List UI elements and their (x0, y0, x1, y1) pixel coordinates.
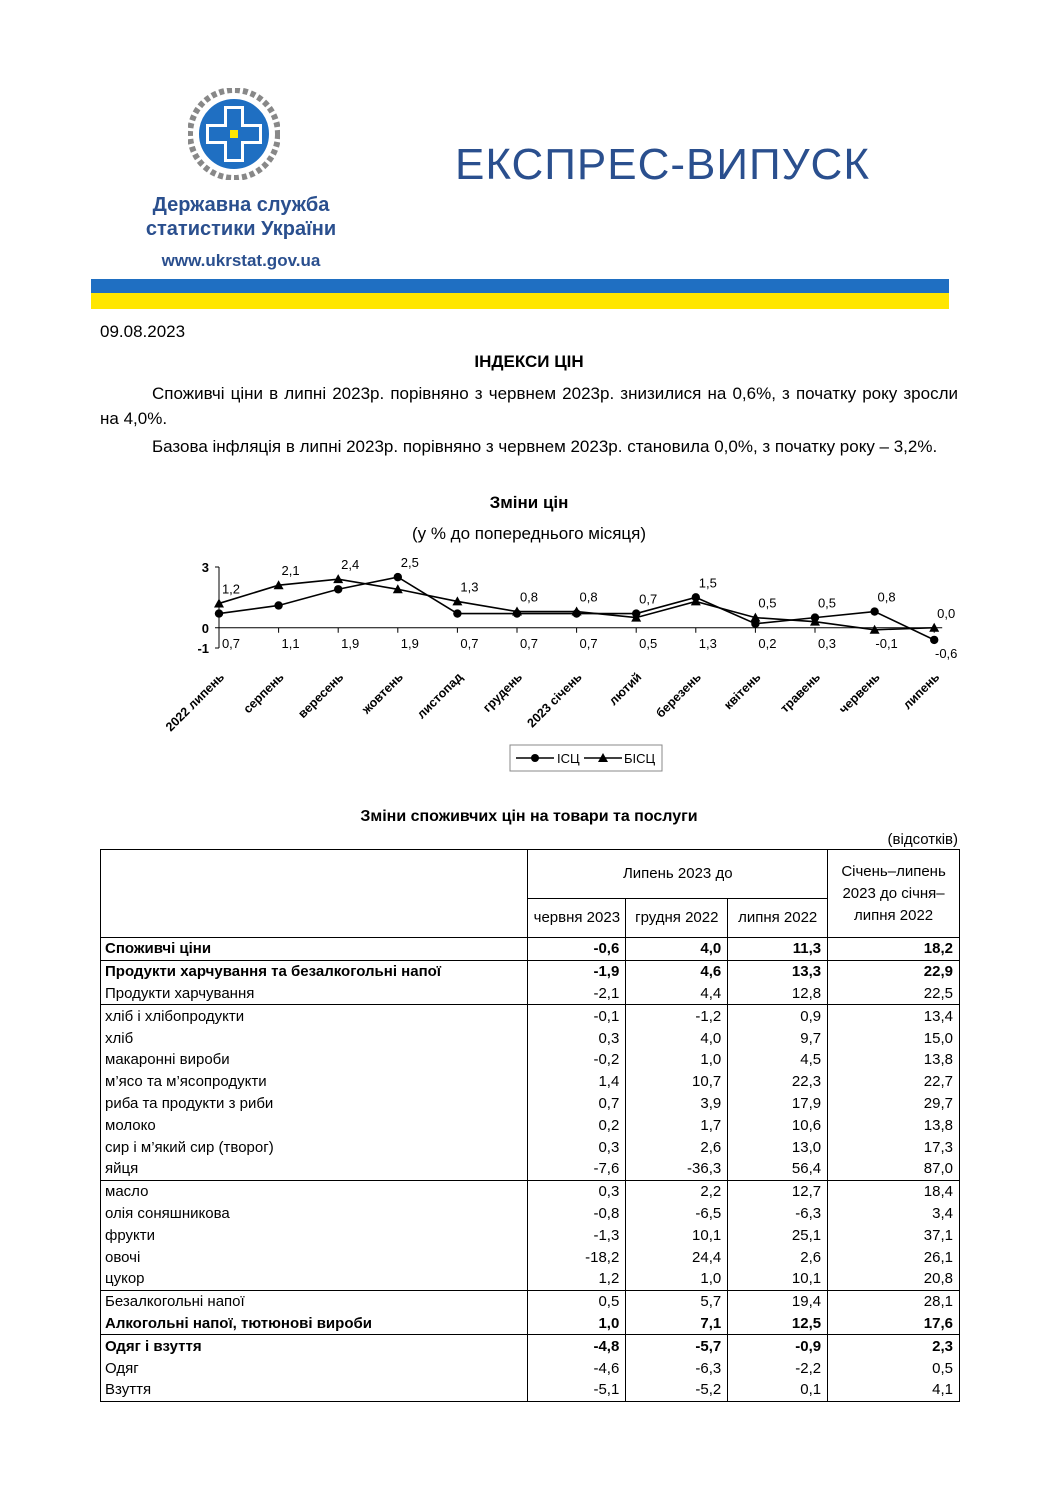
row-label: Одяг (101, 1357, 528, 1379)
x-tick-label: грудень (480, 669, 526, 715)
row-value: -6,5 (626, 1203, 728, 1225)
release-date: 09.08.2023 (100, 322, 186, 341)
row-label: масло (101, 1180, 528, 1202)
data-point-cpi (930, 636, 938, 644)
data-label-below: 1,3 (698, 635, 717, 651)
row-value: 22,3 (728, 1071, 828, 1093)
row-value: 0,3 (528, 1180, 626, 1202)
data-label-below: 0,5 (639, 635, 658, 651)
row-value: 22,9 (828, 960, 960, 982)
data-label-below: -0,6 (934, 645, 958, 661)
row-value: 13,4 (828, 1005, 960, 1027)
data-label-above: 2,5 (400, 555, 419, 571)
row-value: 10,1 (728, 1268, 828, 1290)
row-value: -1,2 (626, 1005, 728, 1027)
data-label-above: 0,7 (639, 591, 658, 607)
row-value: 0,9 (728, 1005, 828, 1027)
data-label-above: 0,0 (937, 605, 956, 621)
row-value: 15,0 (828, 1027, 960, 1049)
data-label-below: 0,2 (758, 635, 777, 651)
data-label-above: 0,8 (877, 589, 896, 605)
row-value: 22,7 (828, 1071, 960, 1093)
table-row (101, 1005, 960, 1027)
x-tick-label: серпень (240, 669, 287, 717)
row-label: яйця (101, 1158, 528, 1180)
x-tick-label: червень (836, 669, 883, 717)
row-value: 17,6 (828, 1313, 960, 1335)
x-tick-label: жовтень (359, 669, 406, 717)
row-value: -5,2 (626, 1379, 728, 1401)
row-value: 13,8 (828, 1114, 960, 1136)
row-value: 10,6 (728, 1114, 828, 1136)
row-value: 5,7 (626, 1290, 728, 1312)
table-row (101, 960, 960, 982)
row-value: -36,3 (626, 1158, 728, 1180)
row-value: -4,6 (528, 1357, 626, 1379)
row-value: -0,8 (528, 1203, 626, 1225)
x-tick-label: липень (900, 669, 943, 712)
table-row (101, 1114, 960, 1136)
agency-name (100, 193, 382, 241)
row-value: -5,1 (528, 1379, 626, 1401)
row-value: 0,2 (528, 1114, 626, 1136)
data-label-below: 0,7 (460, 635, 479, 651)
row-label: риба та продукти з риби (101, 1093, 528, 1115)
data-label-above: 1,2 (221, 581, 241, 597)
data-label-below: 0,7 (519, 635, 539, 651)
data-point-cpi (274, 601, 282, 609)
row-label: Безалкогольні напої (101, 1290, 528, 1312)
row-value: 13,0 (728, 1136, 828, 1158)
row-label: молоко (101, 1114, 528, 1136)
row-value: -0,2 (528, 1049, 626, 1071)
data-label-above: 2,4 (341, 557, 360, 573)
table-row (101, 1313, 960, 1335)
data-label-above: 0,5 (758, 595, 777, 611)
data-point-cpi (453, 609, 461, 617)
row-label: макаронні вироби (101, 1049, 528, 1071)
table-row (101, 1180, 960, 1202)
table-unit: (відсотків) (887, 831, 958, 848)
row-value: 7,1 (626, 1313, 728, 1335)
table-row (101, 1093, 960, 1115)
legend-marker-cpi (531, 754, 539, 762)
row-value: -1,3 (528, 1224, 626, 1246)
table-row (101, 1246, 960, 1268)
row-value: 2,6 (728, 1246, 828, 1268)
data-label-above: 1,3 (460, 579, 479, 595)
table-row (101, 1268, 960, 1290)
table-row (101, 1203, 960, 1225)
x-tick-label: травень (777, 669, 824, 716)
row-value: 1,0 (528, 1313, 626, 1335)
row-value: 19,4 (728, 1290, 828, 1312)
document-title: ІНДЕКСИ ЦІН (474, 352, 584, 371)
column-header-december: грудня 2022 (626, 899, 728, 938)
row-value: 13,3 (728, 960, 828, 982)
row-value: -18,2 (528, 1246, 626, 1268)
row-value: 87,0 (828, 1158, 960, 1180)
row-value: 17,9 (728, 1093, 828, 1115)
row-value: -6,3 (626, 1357, 728, 1379)
table-row (101, 1290, 960, 1312)
table-row (101, 983, 960, 1005)
data-label-below: 1,1 (281, 635, 300, 651)
price-change-chart (150, 555, 970, 780)
row-value: 56,4 (728, 1158, 828, 1180)
row-label: Продукти харчування та безалкогольні напої (101, 960, 528, 982)
row-value: 0,3 (528, 1136, 626, 1158)
data-label-above: 0,5 (817, 595, 837, 611)
x-tick-label: вересень (295, 669, 347, 721)
row-value: -0,1 (528, 1005, 626, 1027)
data-label-below: 0,7 (579, 635, 598, 651)
row-value: 11,3 (728, 938, 828, 961)
row-label: фрукти (101, 1224, 528, 1246)
row-value: -2,1 (528, 983, 626, 1005)
row-value: 1,4 (528, 1071, 626, 1093)
row-value: 12,5 (728, 1313, 828, 1335)
column-header-july: липня 2022 (728, 899, 828, 938)
row-value: 10,7 (626, 1071, 728, 1093)
row-value: 0,3 (528, 1027, 626, 1049)
row-value: 24,4 (626, 1246, 728, 1268)
ukrstat-logo-icon (188, 88, 280, 180)
row-value: 0,7 (528, 1093, 626, 1115)
row-label: хліб (101, 1027, 528, 1049)
legend-label-cpi: ІСЦ (557, 751, 580, 766)
row-value: 4,0 (626, 938, 728, 961)
row-label: овочі (101, 1246, 528, 1268)
release-type-heading: ЕКСПРЕС-ВИПУСК (455, 140, 870, 189)
flag-stripe-yellow (91, 293, 949, 309)
paragraph-cpi: Споживчі ціни в липні 2023р. порівняно з червнем 2023р. знизилися на 0,6%, з початку року зросли на 4,0%. (100, 384, 958, 428)
x-tick-label: листопад (414, 669, 466, 722)
row-value: -0,9 (728, 1335, 828, 1357)
table-row (101, 1158, 960, 1180)
legend-label-core-cpi: БІСЦ (624, 751, 656, 766)
flag-stripe-blue (91, 279, 949, 293)
row-value: 12,8 (728, 983, 828, 1005)
row-value: 3,9 (626, 1093, 728, 1115)
row-value: 18,2 (828, 938, 960, 961)
data-label-below: -0,1 (875, 635, 898, 651)
row-label: олія соняшникова (101, 1203, 528, 1225)
row-value: 25,1 (728, 1224, 828, 1246)
row-label: цукор (101, 1268, 528, 1290)
row-value: -7,6 (528, 1158, 626, 1180)
price-changes-table (100, 849, 960, 1402)
row-value: 37,1 (828, 1224, 960, 1246)
data-label-above: 0,8 (519, 589, 539, 605)
table-row (101, 1379, 960, 1401)
row-value: -5,7 (626, 1335, 728, 1357)
row-label: Споживчі ціни (101, 938, 528, 961)
row-value: -2,2 (728, 1357, 828, 1379)
row-value: -4,8 (528, 1335, 626, 1357)
row-value: 1,0 (626, 1049, 728, 1071)
x-tick-label: лютий (606, 669, 645, 709)
table-row (101, 1136, 960, 1158)
chart-title: Зміни цін (489, 493, 569, 512)
row-value: 18,4 (828, 1180, 960, 1202)
row-label: сир і м’який сир (творог) (101, 1136, 528, 1158)
row-value: 3,4 (828, 1203, 960, 1225)
row-label: Взуття (101, 1379, 528, 1401)
row-value: -1,9 (528, 960, 626, 982)
y-tick-label: 3 (201, 560, 209, 575)
row-value: 10,1 (626, 1224, 728, 1246)
table-row (101, 1357, 960, 1379)
row-value: -0,6 (528, 938, 626, 961)
row-value: 2,6 (626, 1136, 728, 1158)
paragraph-core-inflation: Базова інфляція в липні 2023р. порівняно з червнем 2023р. становила 0,0%, з початку року – 3,2%. (152, 437, 938, 456)
table-header-blank (101, 850, 528, 938)
row-value: -6,3 (728, 1203, 828, 1225)
table-row (101, 1224, 960, 1246)
x-tick-label: березень (653, 669, 704, 721)
data-point-cpi (215, 609, 223, 617)
column-header-june: червня 2023 (528, 899, 626, 938)
table-title: Зміни споживчих цін на товари та послуги (360, 808, 698, 825)
data-label-below: 0,3 (817, 635, 837, 651)
row-label: м’ясо та м’ясопродукти (101, 1071, 528, 1093)
data-label-above: 0,8 (579, 589, 598, 605)
x-tick-label: 2023 січень (524, 669, 585, 731)
row-value: 20,8 (828, 1268, 960, 1290)
data-point-cpi (334, 585, 342, 593)
data-label-above: 2,1 (281, 563, 300, 579)
table-ytd-header: Січень–липень 2023 до січня–липня 2022 (828, 850, 960, 938)
agency-name-line1: Державна служба (152, 194, 330, 216)
table-row (101, 1049, 960, 1071)
data-label-below: 0,7 (221, 635, 241, 651)
x-tick-label: квітень (721, 669, 764, 713)
row-value: 12,7 (728, 1180, 828, 1202)
row-value: 2,2 (626, 1180, 728, 1202)
y-tick-label: 0 (201, 620, 209, 636)
row-value: 4,1 (828, 1379, 960, 1401)
row-label: Продукти харчування (101, 983, 528, 1005)
row-value: 0,5 (528, 1290, 626, 1312)
data-point-cpi (870, 607, 878, 615)
row-value: 22,5 (828, 983, 960, 1005)
table-row (101, 1027, 960, 1049)
chart-subtitle: (у % до попереднього місяця) (411, 524, 647, 543)
row-value: 0,5 (828, 1357, 960, 1379)
row-value: 1,2 (528, 1268, 626, 1290)
row-label: Одяг і взуття (101, 1335, 528, 1357)
row-value: 4,4 (626, 983, 728, 1005)
row-value: 4,5 (728, 1049, 828, 1071)
row-value: 4,6 (626, 960, 728, 982)
table-group-header: Липень 2023 до (528, 850, 828, 899)
row-value: 17,3 (828, 1136, 960, 1158)
data-label-above: 1,5 (698, 575, 717, 591)
data-point-core-cpi (333, 574, 343, 583)
row-value: 26,1 (828, 1246, 960, 1268)
data-label-below: 1,9 (400, 635, 419, 651)
website-link[interactable]: www.ukrstat.gov.ua (161, 251, 321, 270)
row-value: 28,1 (828, 1290, 960, 1312)
row-label: Алкогольні напої, тютюнові вироби (101, 1313, 528, 1335)
row-value: 2,3 (828, 1335, 960, 1357)
row-value: 0,1 (728, 1379, 828, 1401)
table-row (101, 938, 960, 961)
row-value: 1,0 (626, 1268, 728, 1290)
row-label: хліб і хлібопродукти (101, 1005, 528, 1027)
y-tick-label: -1 (197, 641, 209, 656)
row-value: 13,8 (828, 1049, 960, 1071)
table-row (101, 1071, 960, 1093)
agency-name-line2: статистики України (145, 218, 337, 240)
row-value: 1,7 (626, 1114, 728, 1136)
data-point-cpi (394, 573, 402, 581)
table-row (101, 1335, 960, 1357)
row-value: 4,0 (626, 1027, 728, 1049)
data-label-below: 1,9 (341, 635, 360, 651)
row-value: 29,7 (828, 1093, 960, 1115)
row-value: 9,7 (728, 1027, 828, 1049)
x-tick-label: 2022 липень (163, 669, 228, 735)
